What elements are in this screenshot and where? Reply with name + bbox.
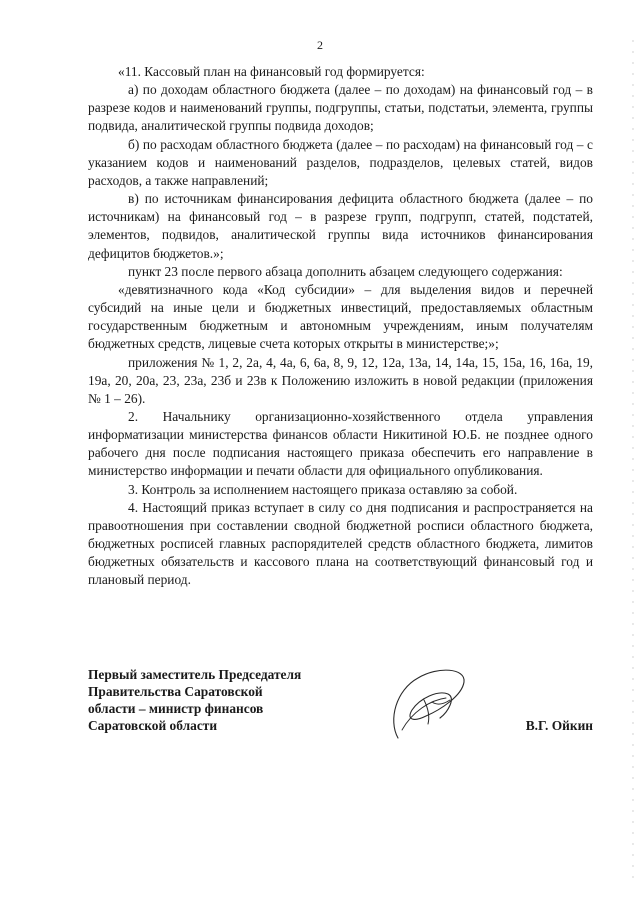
- signatory-title-line: Первый заместитель Председателя: [88, 667, 302, 682]
- document-body: [88, 63, 593, 590]
- signatory-title-line: Правительства Саратовской: [88, 684, 263, 699]
- signatory-title-line: области – министр финансов: [88, 701, 264, 716]
- paragraph-3: б) по расходам областного бюджета (далее – по расходам) на финансовый год – с указанием кодов и наименований разделов, подразделов, целевых статей, видов расходов, а также направлений;: [88, 136, 593, 188]
- signatory-title-line: Саратовской области: [88, 718, 218, 733]
- paragraph-1: «11. Кассовый план на финансовый год формируется:: [118, 64, 425, 79]
- paragraph-4: в) по источникам финансирования дефицита областного бюджета (далее – по источникам) на финансовый год – в разрезе групп, подгрупп, статей, подстатей, элементов, подвидов, аналитической группы вида источников финансирования дефицитов бюджетов.»;: [88, 191, 593, 261]
- paragraph-5: пункт 23 после первого абзаца дополнить абзацем следующего содержания:: [128, 263, 563, 279]
- paragraph-2: а) по доходам областного бюджета (далее – по доходам) на финансовый год – в разрезе кодов и наименований группы, подгруппы, статьи, подстатьи, элемента, группы подвида, аналитической группы подвида доходов;: [88, 82, 593, 134]
- paragraph-7: приложения № 1, 2, 2а, 4, 4а, 6, 6а, 8, 9, 12, 12а, 13а, 14, 14а, 15, 15а, 16, 16а, 19, 19а, 20, 20а, 23, 23а, 23б и 23в к Положению изложить в новой редакции (приложения № 1 – 26).: [88, 354, 593, 406]
- paragraph-6: «девятизначного кода «Код субсидии» – для выделения видов и перечней субсидий на иные цели и бюджетных инвестиций, предоставляемых областным государственным бюджетным и автономным учреждениям, иным получателям бюджетных средств, лицевые счета которых открыты в министерстве;»;: [88, 281, 593, 352]
- signatory-name: В.Г. Ойкин: [525, 718, 593, 733]
- signature-block: [88, 666, 593, 756]
- paragraph-8: 2. Начальнику организационно-хозяйственного отдела управления информатизации министерства финансов области Никитиной Ю.Б. не позднее одного рабочего дня после подписания настоящего приказа обеспечить его направление в министерство информации и печати области для официального опубликования.: [88, 408, 593, 479]
- handwritten-signature: [378, 660, 488, 745]
- signatory-title: [88, 666, 301, 734]
- paragraph-9: 3. Контроль за исполнением настоящего приказа оставляю за собой.: [128, 481, 518, 497]
- page-number: 2: [317, 38, 323, 52]
- paragraph-10: 4. Настоящий приказ вступает в силу со дня подписания и распространяется на правоотношения при составлении сводной бюджетной росписи областного бюджета, бюджетных росписей главных распорядителей средств областного бюджета, лимитов бюджетных обязательств и кассового плана на соответствующий финансовый год и плановый период.: [88, 499, 593, 588]
- scan-margin-marks: [630, 40, 636, 880]
